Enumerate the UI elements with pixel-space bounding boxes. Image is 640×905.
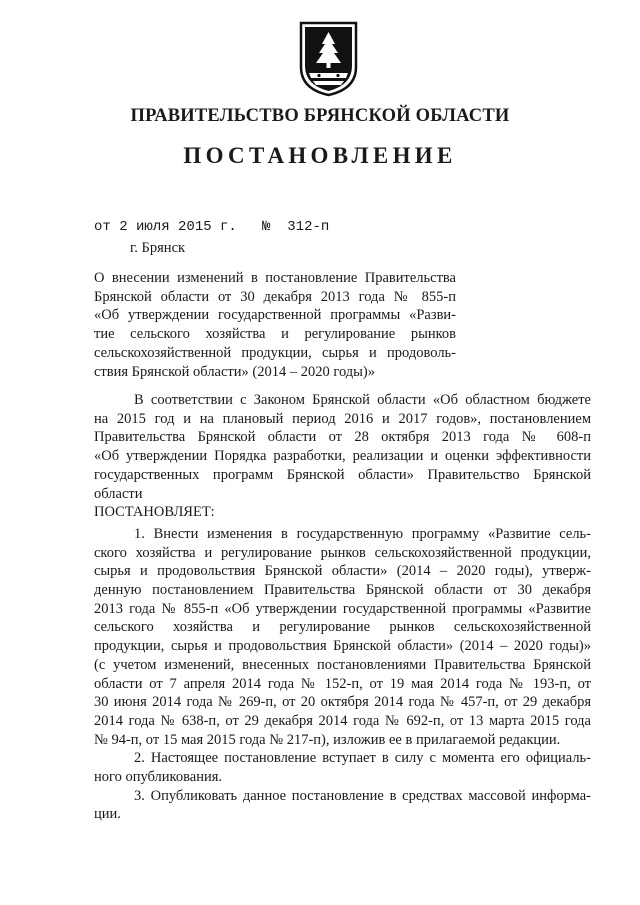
date-number-line: [94, 219, 329, 235]
item2-line: 2. Настоящее постановление вступает в силу с момента его официаль-: [134, 750, 591, 767]
amendment-title: [94, 269, 456, 381]
document-number: 312-п: [287, 219, 330, 235]
preamble-line: «Об утверждении Порядка разработки, реализации и оценки эффективности: [94, 448, 591, 465]
bryansk-coat-of-arms-icon: [295, 17, 362, 97]
item1-line: денную постановлением Правительства Брянской области от 30 декабря: [94, 582, 591, 599]
preamble-line: Правительства Брянской области от 28 октября 2013 года № 608-п: [94, 429, 591, 446]
item1-line: сырья и продовольствия Брянской области» (2014 – 2020 годы), утверж-: [94, 563, 591, 580]
preamble-line: В соответствии с Законом Брянской области «Об областном бюджете: [134, 392, 591, 408]
item1-line: 2013 года № 855-п «Об утверждении государственной программы «Развитие: [94, 600, 591, 617]
title-line: Брянской области от 30 декабря 2013 года № 855-п: [94, 288, 456, 305]
number-sign: №: [262, 219, 271, 235]
item1-line: сельского хозяйства и регулирование рынков сельскохозяйственной: [94, 619, 591, 636]
item1-line: области от 7 апреля 2014 года № 152-п, от 19 мая 2014 года № 193-п, от: [94, 675, 591, 692]
title-line: сельскохозяйственной продукции, сырья и продоволь-: [94, 344, 456, 361]
item2-line: ного опубликования.: [94, 769, 223, 786]
title-line: ствия Брянской области» (2014 – 2020 годы)»: [94, 363, 375, 380]
decree-word: ПОСТАНОВЛЯЕТ:: [94, 504, 215, 521]
item1-line: ского хозяйства и регулирование рынков сельскохозяйственной продукции,: [94, 544, 591, 561]
item1-line: № 94-п, от 15 мая 2015 года № 217-п), изложив ее в прилагаемой редакции.: [94, 731, 561, 748]
city: г. Брянск: [130, 240, 186, 256]
preamble-line: государственных программ Брянской области» Правительство Брянской: [94, 466, 591, 483]
item3-line: 3. Опубликовать данное постановление в средствах массовой информа-: [134, 787, 591, 804]
item1-line: 1. Внести изменения в государственную программу «Развитие сель-: [134, 525, 591, 542]
item3-line: ции.: [94, 806, 121, 823]
preamble-line: области: [94, 485, 143, 502]
document-date: 2 июля 2015 г.: [119, 219, 237, 235]
title-line: О внесении изменений в постановление Правительства: [94, 270, 456, 286]
government-title: ПРАВИТЕЛЬСТВО БРЯНСКОЙ ОБЛАСТИ: [130, 106, 510, 126]
date-prefix: от: [94, 219, 111, 235]
title-line: «Об утверждении государственной программы «Разви-: [94, 307, 456, 324]
document-body: [94, 391, 591, 824]
item1-line: продукции, сырья и продовольствия Брянской области» (2014 – 2020 годы)»: [94, 638, 591, 655]
title-line: тие сельского хозяйства и регулирование рынков: [94, 326, 456, 343]
item1-line: 30 июня 2014 года № 269-п, от 20 октября 2014 года № 457-п, от 29 декабря: [94, 694, 591, 711]
item1-line: 2014 года № 638-п, от 29 декабря 2014 года № 692-п, от 13 марта 2015 года: [94, 712, 591, 729]
item1-line: (с учетом изменений, внесенных постановлениями Правительства Брянской: [94, 656, 591, 673]
document-type-title: ПОСТАНОВЛЕНИЕ: [183, 143, 457, 168]
preamble-line: на 2015 год и на плановый период 2016 и 2017 годов», постановлением: [94, 410, 591, 427]
